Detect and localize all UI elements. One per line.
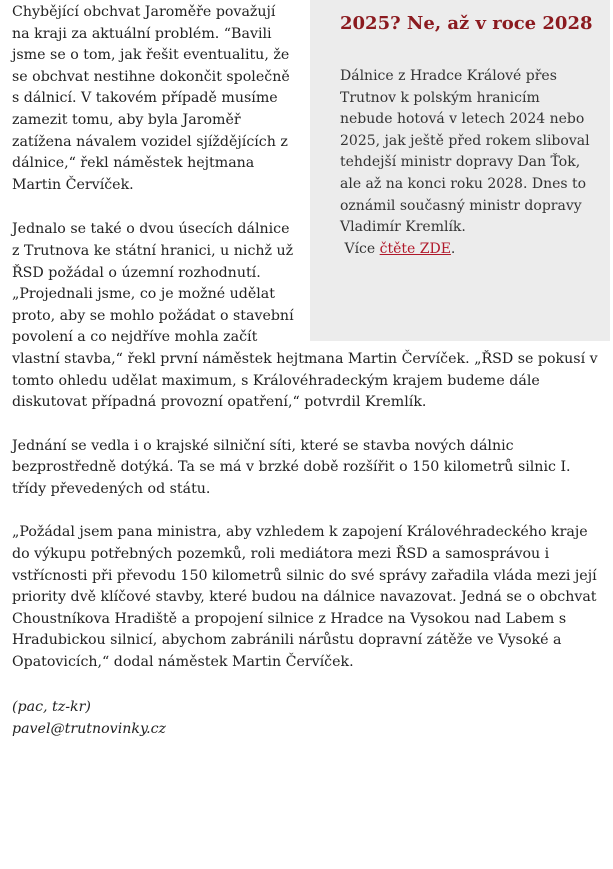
article xyxy=(12,2,602,740)
read-more-link[interactable]: čtěte ZDE xyxy=(379,240,451,257)
article-paragraph: Jednalo se také o dvou úsecích dálnice z Trutnova ke státní hranici, u nichž už ŘSD požádal o územní rozhodnutí. „Projednali jsme, co je možné udělat proto, aby se mohlo požádat o stavební povolení a co nejdříve mohla začít vlastní stavba,“ řekl první náměstek hejtmana Martin Červíček. „ŘSD se pokusí v tomto ohledu udělat maximum, s Královéhradeckým krajem budeme dále diskutovat případná provozní opatření,“ potvrdil Kremlík. xyxy=(12,221,598,411)
author-email: pavel@trutnovinky.cz xyxy=(12,720,167,737)
sidebar-body: Dálnice z Hradce Králové přes Trutnov k polským hranicím nebude hotová v letech 2024 nebo 2025, jak ještě před rokem sliboval tehdejší ministr dopravy Dan Ťok, ale až na konci roku 2028. Dnes to oznámil současný ministr dopravy Vladimír Kremlík. Více čtěte ZDE. xyxy=(340,68,590,257)
sidebar-text: Dálnice z Hradce Králové přes Trutnov k polským hranicím nebude hotová v letech 2024 nebo 2025, jak ještě před rokem sliboval tehdejší ministr dopravy Dan Ťok, ale až na konci roku 2028. Dnes to oznámil současný ministr dopravy Vladimír Kremlík. xyxy=(340,68,590,236)
article-paragraph: „Požádal jsem pana ministra, aby vzhledem k zapojení Královéhradeckého kraje do výkupu potřebných pozemků, roli mediátora mezi ŘSD a samosprávou i vstřícnosti při převodu 150 kilometrů silnic do své správy zařadila vláda mezi její priority dvě klíčové stavby, které budou na dálnice navazovat. Jedná se o obchvat Choustníkova Hradiště a propojení silnice z Hradce na Vysokou nad Labem s Hradubickou silnicí, abychom zabránili nárůstu dopravní zátěže ve Vysoké a Opatovicích,“ dodal náměstek Martin Červíček. xyxy=(12,524,597,671)
sidebar-title: 2025? Ne, až v roce 2028 xyxy=(340,13,593,34)
source-credit: (pac, tz-kr) xyxy=(12,698,91,715)
signature-block xyxy=(12,696,602,740)
article-paragraph: Chybějící obchvat Jaroměře považují na kraji za aktuální problém. “Bavili jsme se o tom, jak řešit eventualitu, že se obchvat nestihne dokončit společně s dálnicí. V takovém případě musíme zamezit tomu, aby byla Jaroměř zatížena návalem vozidel sjíždějících z dálnice,“ řekl náměstek hejtmana Martin Červíček. xyxy=(12,4,290,193)
sidebar-more-prefix: Více xyxy=(344,240,376,257)
article-paragraph: Jednání se vedla i o krajské silniční síti, které se stavba nových dálnic bezprostředně dotýká. Ta se má v brzké době rozšířit o 150 kilometrů silnic I. třídy převedených od státu. xyxy=(12,437,571,497)
sidebar-box xyxy=(310,0,610,341)
